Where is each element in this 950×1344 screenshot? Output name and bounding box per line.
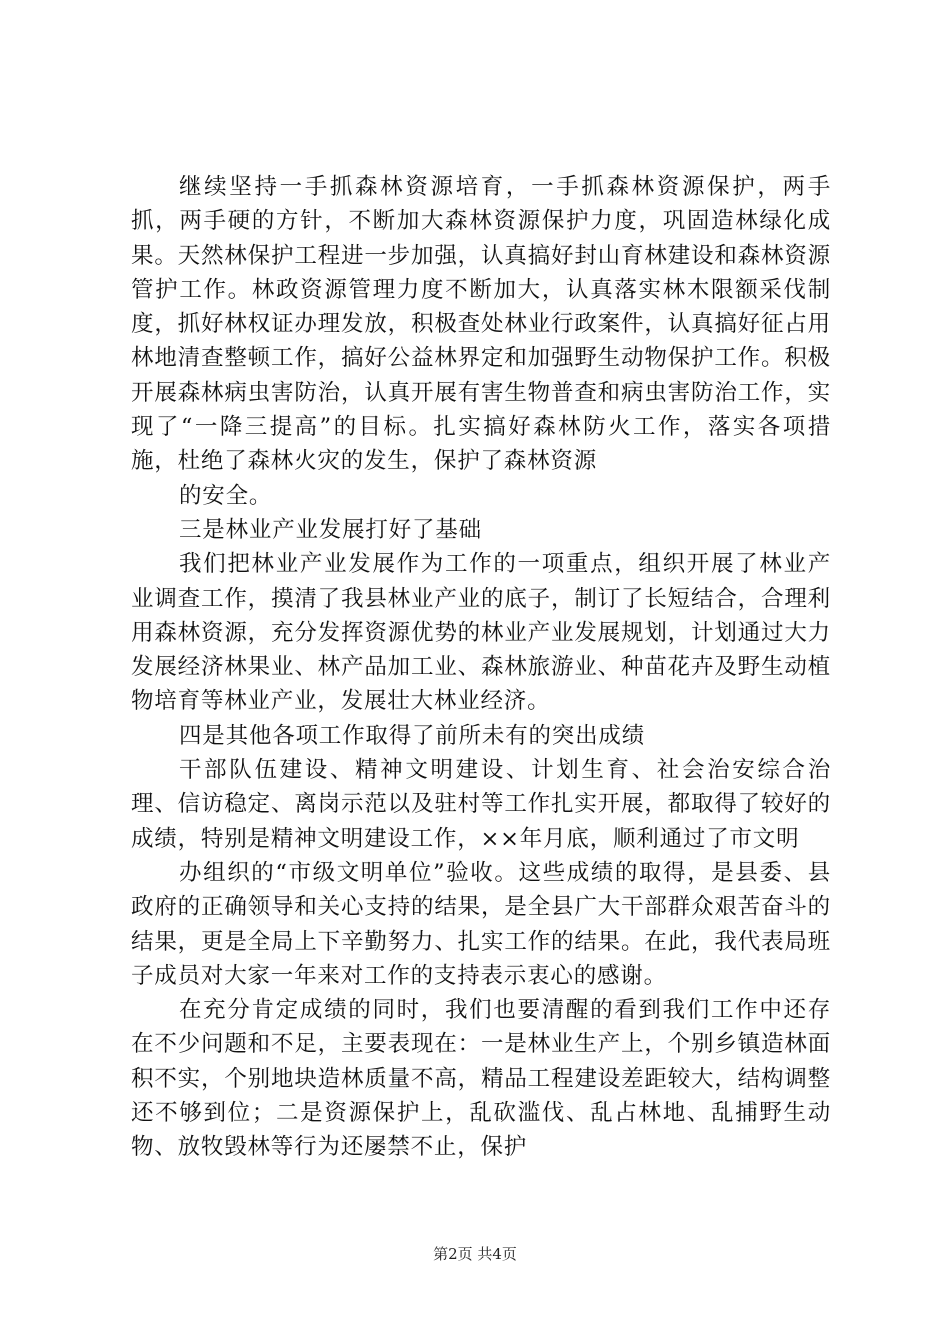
paragraph-other-work: 干部队伍建设、精神文明建设、计划生育、社会治安综合治理、信访稳定、离岗示范以及驻村等工作扎实开展，都取得了较好的成绩，特别是精神文明建设工作，××年月底，顺利通过了市文明 xyxy=(131,757,831,852)
page-number-footer: 第2页 共4页 xyxy=(433,1245,517,1263)
document-body xyxy=(131,170,831,1165)
paragraph-problems: 在充分肯定成绩的同时，我们也要清醒的看到我们工作中还存在不少问题和不足，主要表现在：一是林业生产上，个别乡镇造林面积不实，个别地块造林质量不高，精品工程建设差距较大，结构调整还不够到位；二是资源保护上，乱砍滥伐、乱占林地、乱捕野生动物、放牧毁林等行为还屡禁不止，保护 xyxy=(131,997,831,1161)
section-heading-other-work: 四是其他各项工作取得了前所未有的突出成绩 xyxy=(179,722,646,749)
paragraph-continuation: 的安全。 xyxy=(179,482,273,509)
paragraph-acknowledgement: 办组织的“市级文明单位”验收。这些成绩的取得，是县委、县政府的正确领导和关心支持的结果，是全县广大干部群众艰苦奋斗的结果，更是全局上下辛勤努力、扎实工作的结果。在此，我代表局班子成员对大家一年来对工作的支持表示衷心的感谢。 xyxy=(131,859,831,989)
paragraph-resource-protection: 继续坚持一手抓森林资源培育，一手抓森林资源保护，两手抓，两手硬的方针，不断加大森林资源保护力度，巩固造林绿化成果。天然林保护工程进一步加强，认真搞好封山育林建设和森林资源管护工作。林政资源管理力度不断加大，认真落实林木限额采伐制度，抓好林权证办理发放，积极查处林业行政案件，认真搞好征占用林地清查整顿工作，搞好公益林界定和加强野生动物保护工作。积极开展森林病虫害防治，认真开展有害生物普查和病虫害防治工作，实现了“一降三提高”的目标。扎实搞好森林防火工作，落实各项措施，杜绝了森林火灾的发生，保护了森林资源 xyxy=(131,174,831,475)
section-heading-industry: 三是林业产业发展打好了基础 xyxy=(179,516,482,543)
paragraph-industry: 我们把林业产业发展作为工作的一项重点，组织开展了林业产业调查工作，摸清了我县林业产业的底子，制订了长短结合，合理利用森林资源，充分发挥资源优势的林业产业发展规划，计划通过大力发展经济林果业、林产品加工业、森林旅游业、种苗花卉及野生动植物培育等林业产业，发展壮大林业经济。 xyxy=(131,551,831,715)
